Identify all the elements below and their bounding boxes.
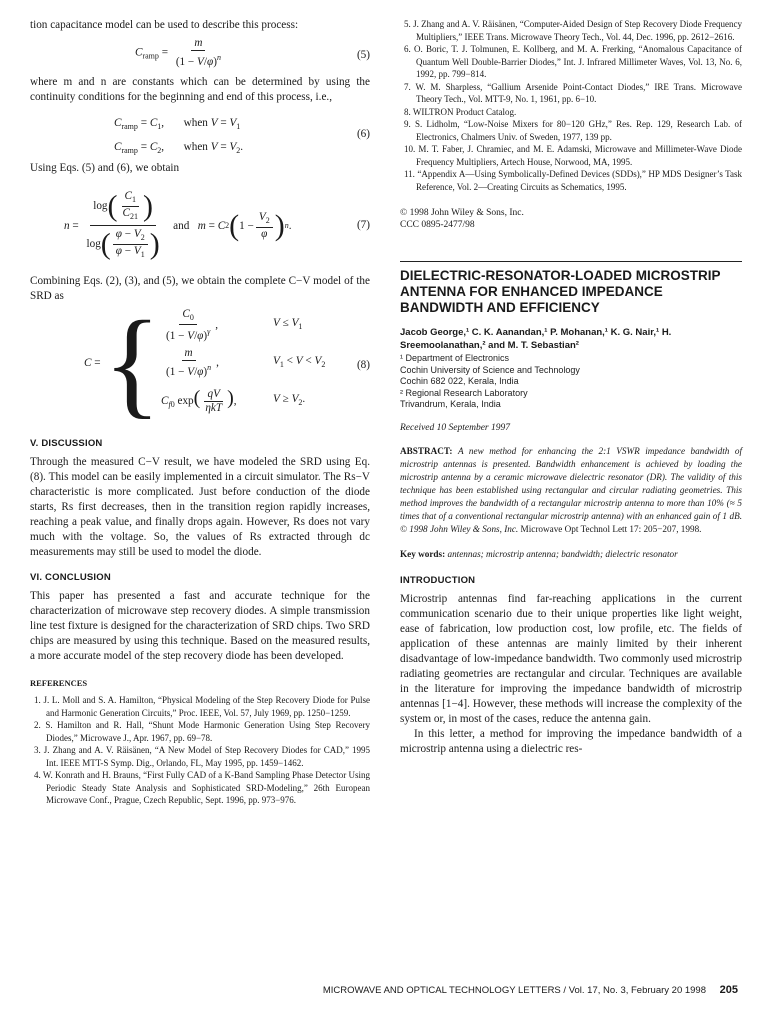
abstract <box>400 445 742 536</box>
abstract-text: A new method for enhancing the 2:1 VSWR impedance bandwidth of microstrip antennas is presented. Bandwidth enhancement is achieved by loading the microstrip antenna by a ceramic microwave dielectric resonator (DR). The validity of this technique has been established using rectangular and circular radiating geometries. This method improves the bandwidth of a rectangular microstrip antenna to more than 10% (≈ 5 times that of a conventional rectangular microstrip antenna) with an enhanced gain of 1 dB. © 1998 John Wiley & Sons, Inc. <box>400 445 743 534</box>
reference-item: 7. W. M. Sharpless, “Gallium Arsenide Point-Contact Diodes,” IRE Trans. Microwave Theory Tech., Vol. MTT-9, No. 1, 1961, pp. 6−10. <box>404 81 742 104</box>
article-divider <box>400 261 742 262</box>
combining-text: Combining Eqs. (2), (3), and (5), we obtain the complete C−V model of the SRD as <box>30 275 370 302</box>
introduction-paragraph-1: Microstrip antennas find far-reaching applications in the current communication scenario due to their unique properties like light weight, ease of fabrication, low production cost, low profile, etc. The fields of application of these antennas are mainly limited by their inherent disadvantage of low-impedance bandwidth. Two commonly used microstrip radiating geometries are rectangular and circular. Techniques are available in the literature for improving the impedance bandwidth of microstrip antennas [1−4]. However, these methods will increase the complexity of the system or, in most of the cases, reduce the antenna gain. <box>400 592 742 725</box>
affiliation-line: Trivandrum, Kerala, India <box>400 399 501 409</box>
affiliation-line: Cochin University of Science and Technology <box>400 364 580 375</box>
ccc-line: CCC 0895-2477/98 <box>400 220 475 230</box>
introduction-heading: INTRODUCTION <box>400 574 476 586</box>
reference-item: 10. M. T. Faber, J. Chramiec, and M. E. Adamski, Microwave and Millimeter-Wave Diode Frequency Multipliers, Artech House, Norwood, MA, 1995. <box>404 144 742 167</box>
reference-item: 5. J. Zhang and A. V. Räisänen, “Computer-Aided Design of Step Recovery Diode Frequency Multipliers,” IEEE Trans. Microwave Theory Tech., Vol. 44, Dec. 1996, pp. 2612−2616. <box>404 19 742 42</box>
equation-7: n = log( $\frac{C_1}{C_{21}}$ ) log( $\frac{\varphi - V_2}{\varphi - V_1}$ ) and m = C 2 ( 1 − $\frac{V_2}{\varphi}$ ) n . (7) <box>64 189 370 261</box>
reference-item: 6. O. Boric, T. J. Tolmunen, E. Kollberg, and M. A. Frerking, “Anomalous Capacitance of Quantum Well Double-Barrier Diodes,” Int. J. Infrared Millimeter Waves, Vol. 13, No. 6, 1992, pp. 799−814. <box>404 44 742 79</box>
abstract-citation: Microwave Opt Technol Lett 17: 205−207, 1998. <box>520 523 702 534</box>
section-5-text: Through the measured C−V result, we have modeled the SRD using Eq. (8). This model can be easily implemented in a circuit simulator. The Rs−V characteristic is more complicated. Just before conduction of the diode starts, Rs first decreases, then in the transition region rapidly increases, reaching a peak value, and finally drops again. However, Rs does not vary much with the voltage. So, the values of Rs extracted through dc measurements may still be used to model the diode. <box>30 456 370 558</box>
affiliation-line: ² Regional Research Laboratory <box>400 387 528 398</box>
eq6-number: (6) <box>356 128 370 140</box>
reference-item: 2. S. Hamilton and R. Hall, “Shunt Mode Harmonic Generation Using Step Recovery Diodes,” Microwave J., Apr. 1967, pp. 69−78. <box>34 720 370 743</box>
left-column <box>30 18 370 807</box>
reference-item: 1. J. L. Moll and S. A. Hamilton, “Physical Modeling of the Step Recovery Diode for Pulse and Harmonic Generation Circuits,” Proc. IEEE, Vol. 57, July 1969, pp. 1250−1259. <box>34 695 370 718</box>
equation-6: $C_{ramp} = C_1$, when $V = V_1$ $C_{ramp} = C_2$, when $V = V_2$. (6) <box>114 117 370 155</box>
right-column <box>400 18 742 757</box>
eq7-number: (7) <box>356 219 370 231</box>
introduction-paragraph-2: In this letter, a method for improving the impedance bandwidth of a microstrip antenna using a dielectric res- <box>400 727 742 755</box>
affiliation-line: ¹ Department of Electronics <box>400 353 510 363</box>
reference-item: 8. WILTRON Product Catalog. <box>404 106 517 117</box>
keywords <box>400 548 742 561</box>
eq5-number: (5) <box>356 49 370 61</box>
reference-item: 4. W. Konrath and H. Brauns, “First Fully CAD of a K-Band Sampling Phase Detector Using Periodic Steady State Analysis and Sophisticated SRD-Modeling,” 26th European Microwave Conf., Prague, Czech Republic, Sept. 1996, pp. 973−976. <box>34 770 370 805</box>
reference-item: 3. J. Zhang and A. V. Räisänen, “A New Model of Step Recovery Diodes for CAD,” 1995 Int. IEEE MTT-S Symp. Dig., Orlando, FL, May 1995, pp. 1459−1462. <box>34 745 370 768</box>
keywords-text: antennas; microstrip antenna; bandwidth; dielectric resonator <box>447 548 678 559</box>
using-text: Using Eqs. (5) and (6), we obtain <box>30 162 180 174</box>
where-text: where m and n are constants which can be determined by using the continuity conditions for the beginning and end of this process, i.e., <box>30 76 370 103</box>
references-list-left <box>30 694 370 807</box>
section-6-heading: VI. CONCLUSION <box>30 572 111 583</box>
affiliation-line: Cochin 682 022, Kerala, India <box>400 376 519 386</box>
page-number: 205 <box>719 984 738 996</box>
reference-item: 11. “Appendix A—Using Symbolically-Defined Devices (SDDs),” HP MDS Designer’s Task Reference, Vol. 2—Creating Circuits as Schematics, 1995. <box>404 169 742 192</box>
journal-footer: MICROWAVE AND OPTICAL TECHNOLOGY LETTERS / Vol. 17, No. 3, February 20 1998 <box>322 985 706 996</box>
reference-item: 9. S. Lidholm, “Low-Noise Mixers for 80−120 GHz,” Res. Rep. 129, Research Lab. of Electronics, Chalmers Univ. of Sweden, 1977, 139 pp. <box>404 119 742 142</box>
keywords-label: Key words: <box>400 548 446 559</box>
section-6-text: This paper has presented a fast and accurate technique for the characterization of microwave step recovery diodes. A simple transmission line test fixture is designed for the characterization of SRD chips. Two SRD chips are measured by using this technique. Based on the measured results, a more accurate model of the step recovery diode has been developed. <box>30 590 370 662</box>
received-date: Received 10 September 1997 <box>400 422 510 433</box>
section-5-heading: V. DISCUSSION <box>30 438 103 449</box>
references-heading: REFERENCES <box>30 678 88 688</box>
equation-8: C = { $\frac{C_0}{(1 - V/\varphi)^\gamma}$ , $V \le V_1$ $\frac{m}{(1 - V/\varphi)^n}$ , $V_1 < V < V_2$ $C_{f0}$ exp( $\frac{qV}{\text{ηkT}}$ ), $V \ge V_2$. (8) <box>84 296 370 429</box>
equation-5: $C_{ramp}$ = $\frac{m}{(1 - V/\varphi)^n}$ (5) <box>135 37 370 68</box>
author-list: Jacob George,¹ C. K. Aanandan,¹ P. Mohanan,¹ K. G. Nair,¹ H. Sreemoolanathan,² and M. T. Sebastian² <box>400 327 672 351</box>
copyright-line: © 1998 John Wiley & Sons, Inc. <box>400 208 524 218</box>
affiliations <box>400 353 742 411</box>
intro-line: tion capacitance model can be used to describe this process: <box>30 19 299 31</box>
article-title: DIELECTRIC-RESONATOR-LOADED MICROSTRIP ANTENNA FOR ENHANCED IMPEDANCE BANDWIDTH AND EFFICIENCY <box>400 268 721 315</box>
references-list-right <box>400 18 742 193</box>
abstract-label: ABSTRACT: <box>400 445 453 456</box>
eq8-number: (8) <box>356 359 370 371</box>
